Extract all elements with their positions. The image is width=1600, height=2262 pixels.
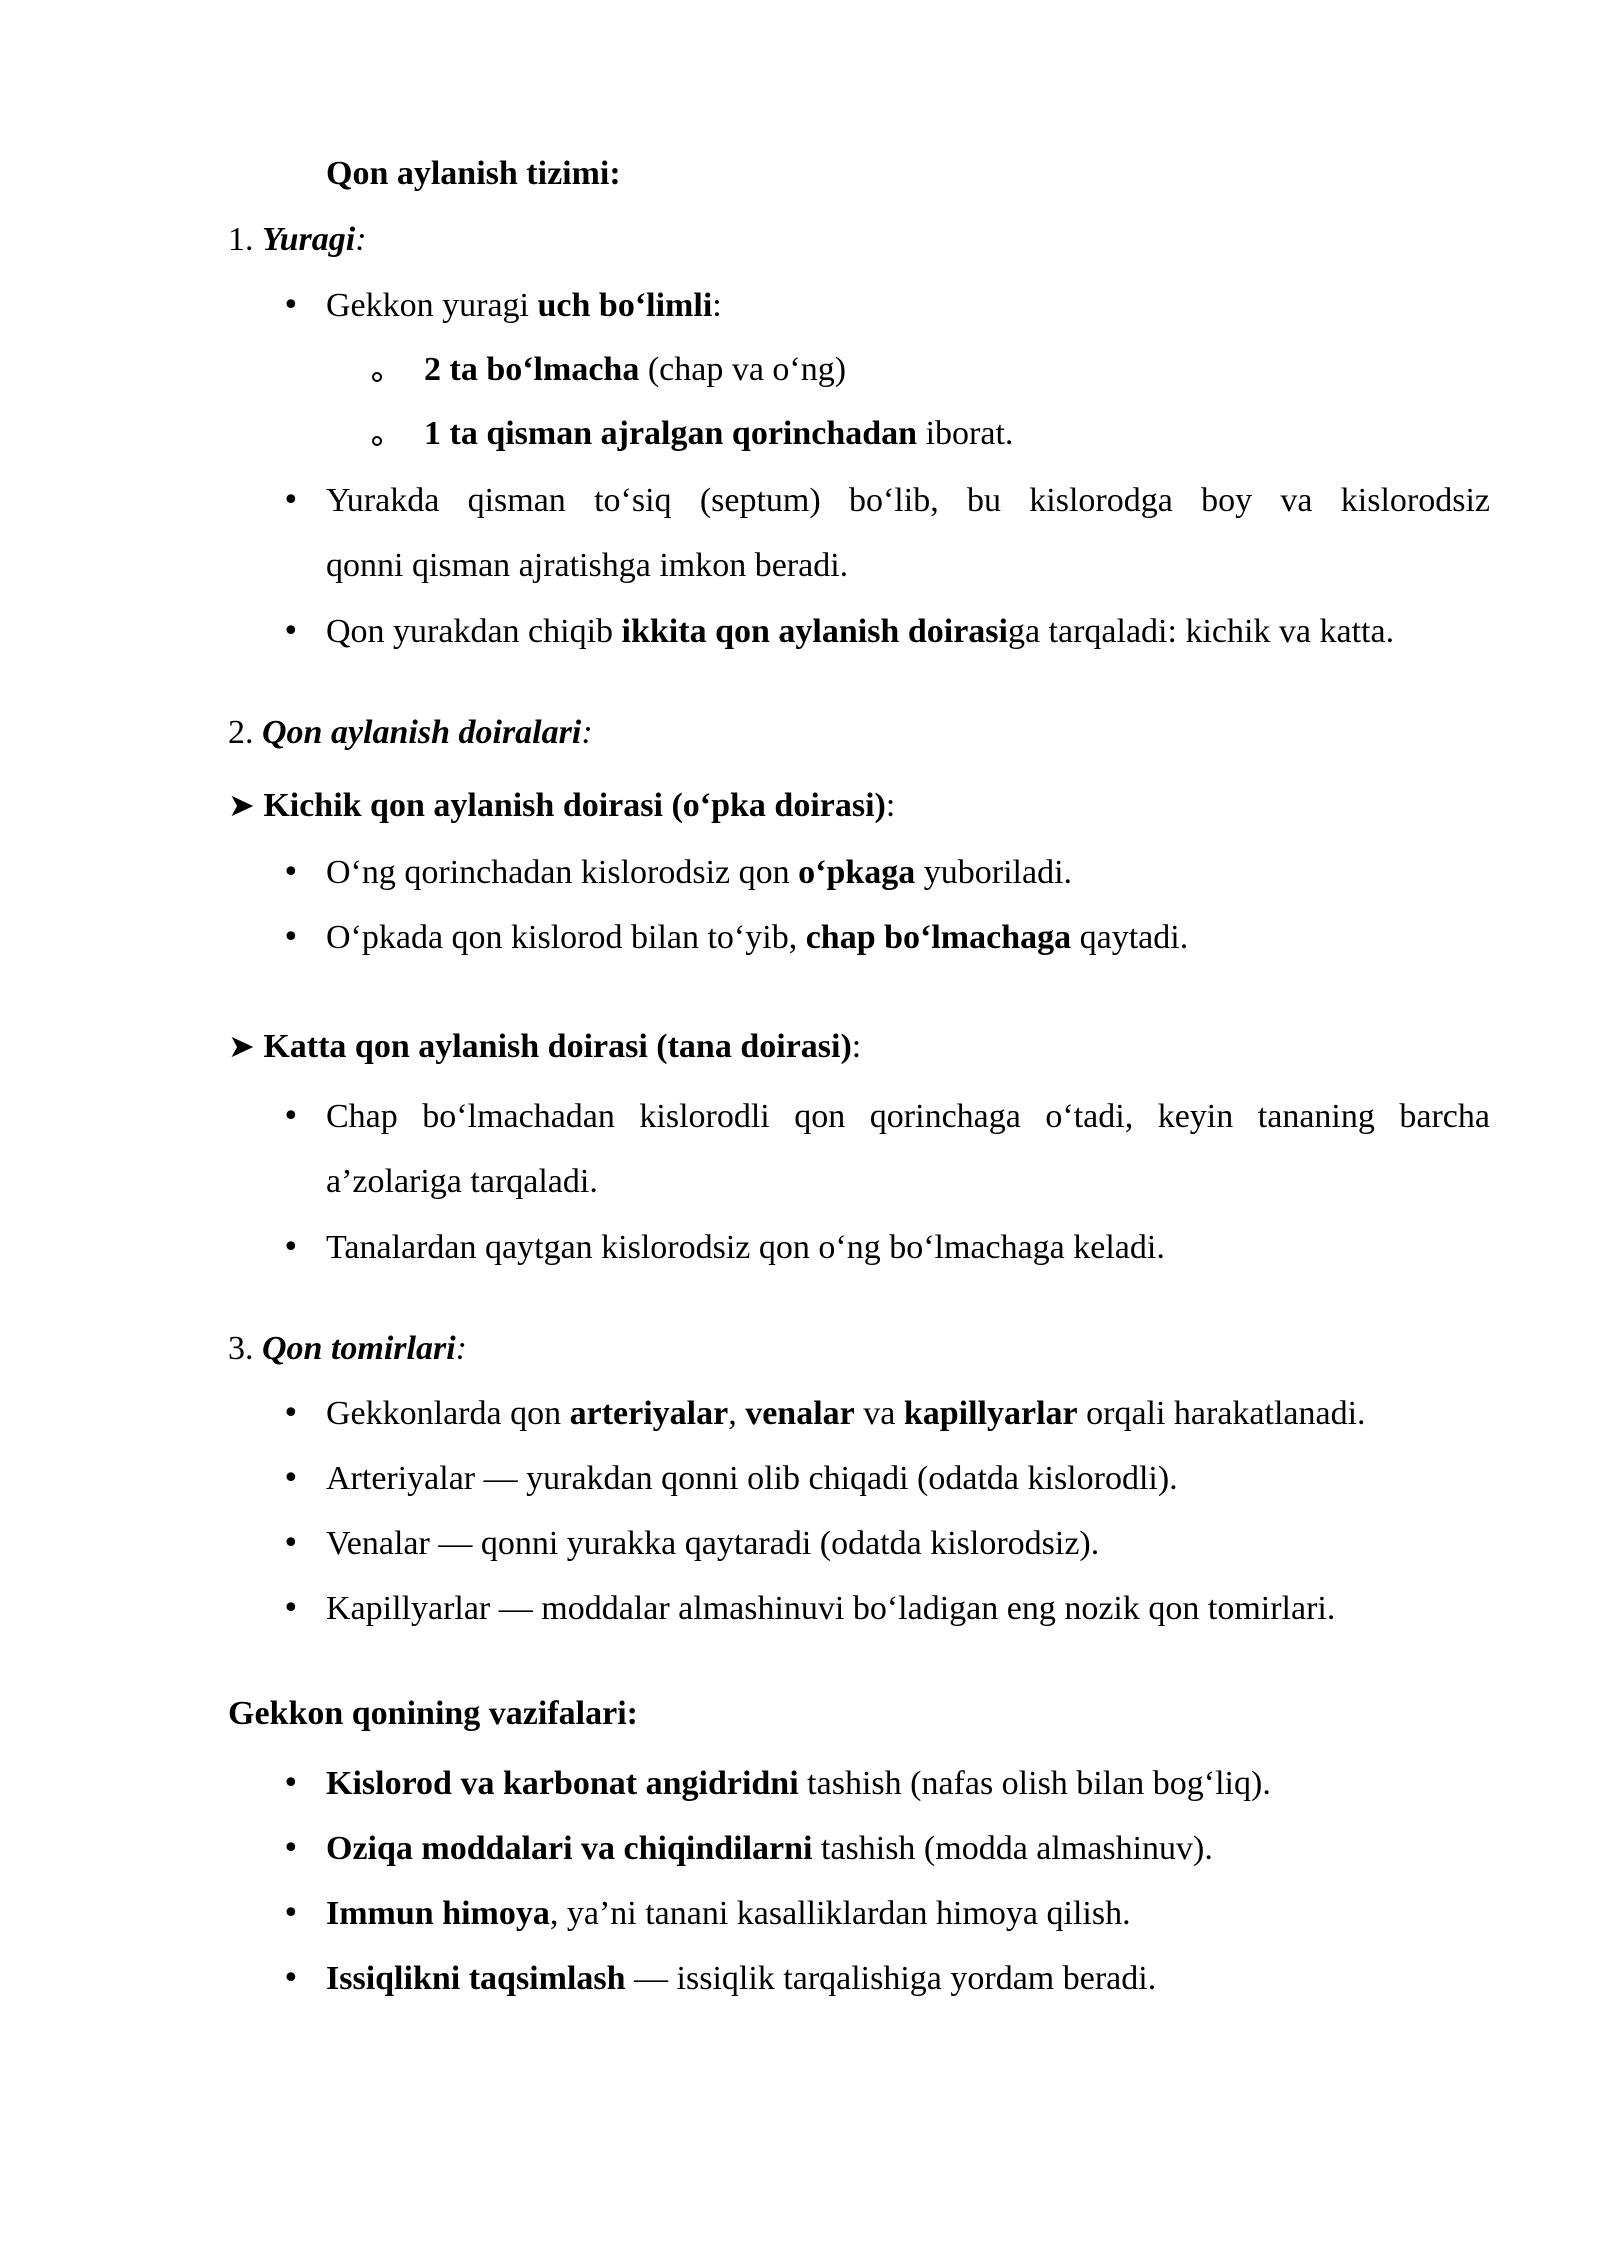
list-item: Qon yurakdan chiqib ikkita qon aylanish doirasiga tarqaladi: kichik va katta.: [326, 613, 1395, 650]
list-item: Arteriyalar — yurakdan qonni olib chiqadi (odatda kislorodli).: [326, 1460, 1178, 1497]
bullet-marker: •: [282, 1396, 300, 1431]
title-text: Qon aylanish tizimi:: [326, 155, 621, 192]
list-item-line: a’zolariga tarqaladi.: [326, 1163, 598, 1200]
bullet-marker: •: [282, 1896, 300, 1931]
heading-circuits: [228, 713, 593, 753]
bullet-marker: •: [282, 1099, 300, 1134]
sub-list-item: 2 ta bo‘lmacha (chap va o‘ng): [424, 351, 847, 388]
heading-colon: :: [455, 1330, 467, 1367]
heading-text: Gekkon qonining vazifalari:: [228, 1695, 638, 1732]
heading-text: Qon tomirlari: [262, 1330, 456, 1367]
bullet-marker: •: [282, 1766, 300, 1801]
bullet-marker: •: [282, 920, 300, 955]
list-item: Venalar — qonni yurakka qaytaradi (odatda kislorodsiz).: [326, 1525, 1100, 1562]
sub-list-item: 1 ta qisman ajralgan qorinchadan iborat.: [424, 415, 1014, 452]
arrow-icon: ➤: [228, 786, 255, 824]
list-item: Issiqlikni taqsimlash — issiqlik tarqalishiga yordam beradi.: [326, 1960, 1157, 1997]
bullet-marker: •: [282, 483, 300, 518]
subheading-small-circuit: ➤ Kichik qon aylanish doirasi (o‘pka doirasi):: [228, 786, 896, 824]
sub-bullet-marker: [372, 436, 382, 446]
list-item: O‘ng qorinchadan kislorodsiz qon o‘pkaga yuboriladi.: [326, 854, 1073, 891]
bullet-marker: •: [282, 1461, 300, 1496]
heading-number: 1.: [228, 221, 254, 258]
bullet-marker: •: [282, 855, 300, 890]
bullet-marker: •: [282, 1591, 300, 1626]
list-item-line: qonni qisman ajratishga imkon beradi.: [326, 547, 849, 584]
subheading-large-circuit: ➤ Katta qon aylanish doirasi (tana doirasi):: [228, 1027, 862, 1065]
list-item: Kapillyarlar — moddalar almashinuvi bo‘ladigan eng nozik qon tomirlari.: [326, 1590, 1336, 1627]
bullet-marker: •: [282, 1831, 300, 1866]
bullet-marker: •: [282, 1961, 300, 1996]
sub-bullet-marker: [372, 372, 382, 382]
list-item: Gekkon yuragi uch bo‘limli:: [326, 287, 722, 324]
bullet-marker: •: [282, 288, 300, 323]
list-item: Gekkonlarda qon arteriyalar, venalar va kapillyarlar orqali harakatlanadi.: [326, 1395, 1366, 1432]
list-item: Kislorod va karbonat angidridni tashish (nafas olish bilan bog‘liq).: [326, 1765, 1271, 1802]
heading-text: Qon aylanish doiralari: [262, 714, 582, 751]
list-item-line: Chap bo‘lmachadan kislorodli qon qorinchaga o‘tadi, keyin tananing barcha: [326, 1098, 1490, 1135]
bullet-marker: •: [282, 1230, 300, 1265]
list-item-line: Yurakda qisman to‘siq (septum) bo‘lib, bu kislorodga boy va kislorodsiz: [326, 482, 1490, 519]
list-item: Tanalardan qaytgan kislorodsiz qon o‘ng bo‘lmachaga keladi.: [326, 1229, 1165, 1266]
heading-number: 3.: [228, 1330, 254, 1367]
list-item: Oziqa moddalari va chiqindilarni tashish (modda almashinuv).: [326, 1830, 1213, 1867]
heading-heart: [228, 220, 367, 260]
heading-colon: :: [581, 714, 593, 751]
heading-functions: [228, 1694, 638, 1734]
heading-text: Yuragi: [262, 221, 356, 258]
bullet-marker: •: [282, 1526, 300, 1561]
heading-vessels: [228, 1329, 467, 1369]
heading-number: 2.: [228, 714, 254, 751]
section-title: [326, 154, 621, 194]
list-item: O‘pkada qon kislorod bilan to‘yib, chap bo‘lmachaga qaytadi.: [326, 919, 1189, 956]
list-item: Immun himoya, ya’ni tanani kasalliklardan himoya qilish.: [326, 1895, 1131, 1932]
heading-colon: :: [355, 221, 367, 258]
bullet-marker: •: [282, 614, 300, 649]
arrow-icon: ➤: [228, 1027, 255, 1065]
